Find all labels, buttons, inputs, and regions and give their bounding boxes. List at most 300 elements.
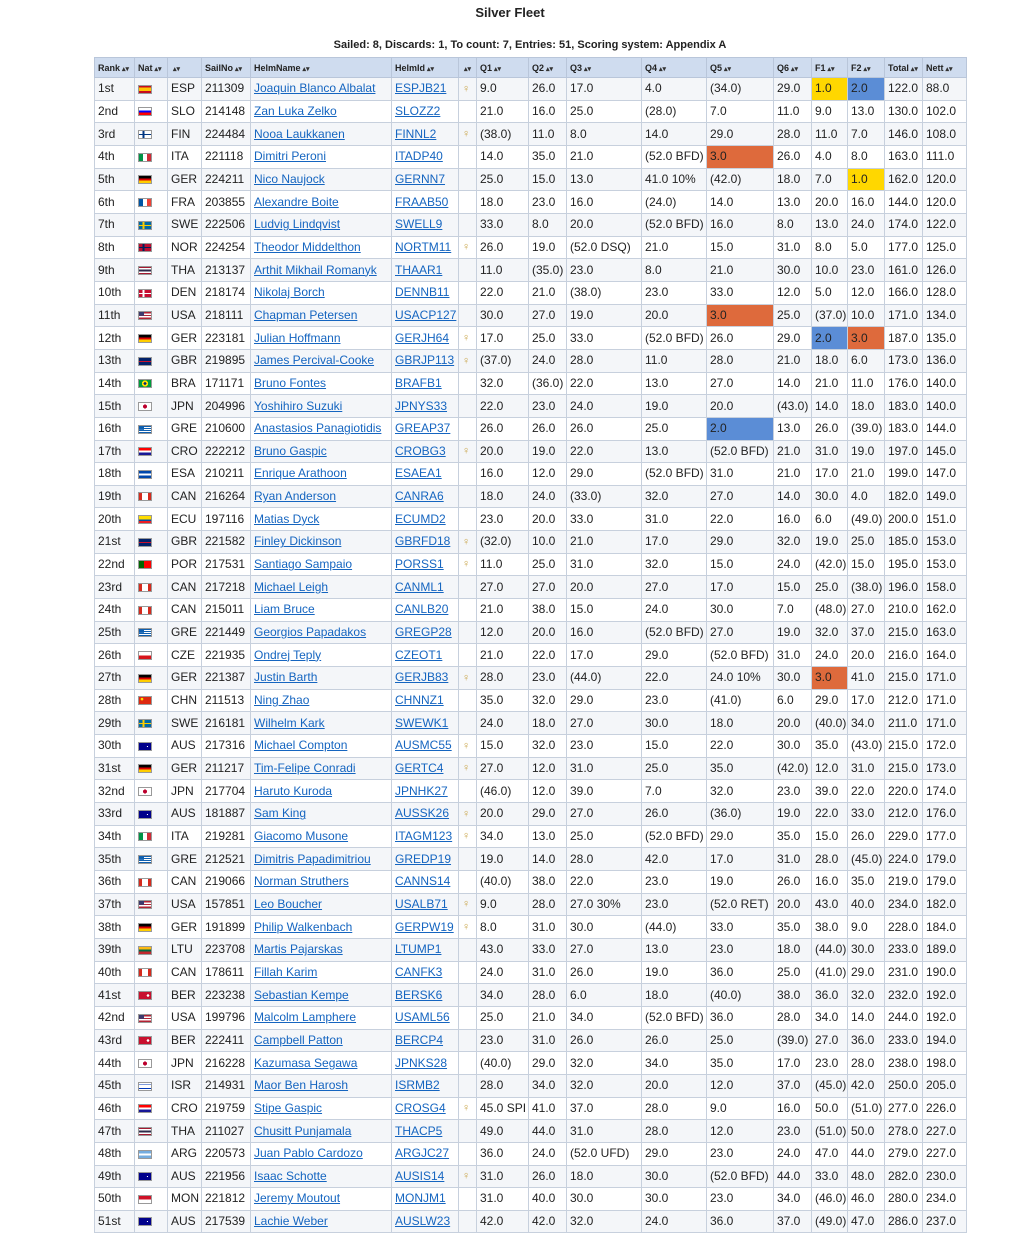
helm-id-link[interactable]: GREDP19 xyxy=(395,851,452,866)
flag-cro-icon xyxy=(138,1104,152,1113)
total-cell: 250.0 xyxy=(885,1074,923,1097)
helm-id-link[interactable]: SWELL9 xyxy=(395,217,443,232)
race-q5-cell: 27.0 xyxy=(707,485,774,508)
sort-icon[interactable]: ▴▾ xyxy=(546,65,554,73)
column-header-sailno[interactable] xyxy=(202,58,251,78)
helm-id-link[interactable]: GERPW19 xyxy=(395,919,454,934)
helm-name-link[interactable]: Joaquin Blanco Albalat xyxy=(254,81,376,96)
helm-name-link[interactable]: Sam King xyxy=(254,806,307,821)
helm-id-link[interactable]: AUSIS14 xyxy=(395,1168,445,1183)
total-cell: 146.0 xyxy=(885,123,923,146)
helm-id-link[interactable]: GBRJP113 xyxy=(395,353,455,368)
race-q5-cell: 36.0 xyxy=(707,1006,774,1029)
race-f2-cell: 22.0 xyxy=(848,780,885,803)
nett-cell: 122.0 xyxy=(923,213,967,236)
race-f2-cell: 42.0 xyxy=(848,1074,885,1097)
helm-id-link[interactable]: AUSSK26 xyxy=(395,806,450,821)
column-header-blank-6[interactable] xyxy=(459,58,477,78)
female-icon: ♀ xyxy=(462,671,471,684)
helm-id-link[interactable]: GERTC4 xyxy=(395,761,444,776)
helm-name-link[interactable]: Santiago Sampaio xyxy=(254,557,353,572)
race-q5-cell: 24.0 10% xyxy=(707,667,774,690)
helm-id-cell xyxy=(392,780,459,803)
race-q1-cell: 49.0 xyxy=(477,1120,529,1143)
race-q6-cell: 24.0 xyxy=(774,1142,812,1165)
race-f2-cell: 3.0 xyxy=(848,327,885,350)
flag-cell xyxy=(135,1006,168,1029)
helm-id-link[interactable]: ECUMD2 xyxy=(395,511,446,526)
helm-id-link[interactable]: BERCP4 xyxy=(395,1032,444,1047)
gender-cell xyxy=(459,1074,477,1097)
helm-name-cell xyxy=(251,531,392,554)
column-header-helmid[interactable] xyxy=(392,58,459,78)
race-f1-cell: 11.0 xyxy=(812,123,848,146)
gender-cell xyxy=(459,1006,477,1029)
helm-id-link[interactable]: CZEOT1 xyxy=(395,647,443,662)
sort-icon[interactable]: ▴▾ xyxy=(791,65,799,73)
helm-name-link[interactable]: Ondrej Teply xyxy=(254,647,322,662)
female-icon: ♀ xyxy=(462,331,471,344)
race-q2-cell: 21.0 xyxy=(529,281,567,304)
helm-id-link[interactable]: USACP127 xyxy=(395,307,457,322)
flag-jpn-icon xyxy=(138,402,152,411)
flag-cell xyxy=(135,916,168,939)
race-f2-cell: 30.0 xyxy=(848,938,885,961)
nation-cell: THA xyxy=(168,1120,202,1143)
table-row xyxy=(95,372,967,395)
race-f1-cell: (44.0) xyxy=(812,938,848,961)
column-header-q2[interactable] xyxy=(529,58,567,78)
sail-number-cell: 204996 xyxy=(202,395,251,418)
helm-name-link[interactable]: Arthit Mikhail Romanyk xyxy=(254,262,377,277)
race-f2-cell: 33.0 xyxy=(848,803,885,826)
column-header-label: Q6 xyxy=(777,62,790,73)
helm-id-link[interactable]: BRAFB1 xyxy=(395,375,442,390)
helm-name-link[interactable]: Nikolaj Borch xyxy=(254,285,325,300)
flag-cell xyxy=(135,395,168,418)
flag-cell xyxy=(135,893,168,916)
column-header-blank-2[interactable] xyxy=(168,58,202,78)
flag-cell xyxy=(135,938,168,961)
gender-cell xyxy=(459,1052,477,1075)
column-header-q4[interactable] xyxy=(642,58,707,78)
helm-id-link[interactable]: FINNL2 xyxy=(395,126,437,141)
helm-name-link[interactable]: Ning Zhao xyxy=(254,693,310,708)
helm-id-link[interactable]: JPNYS33 xyxy=(395,398,448,413)
rank-cell: 8th xyxy=(95,236,135,259)
helm-name-link[interactable]: Anastasios Panagiotidis xyxy=(254,421,382,436)
table-row xyxy=(95,1029,967,1052)
sort-icon[interactable]: ▴▾ xyxy=(584,65,592,73)
race-q2-cell: 29.0 xyxy=(529,803,567,826)
helm-name-link[interactable]: Giacomo Musone xyxy=(254,828,349,843)
race-q1-cell: (32.0) xyxy=(477,531,529,554)
helm-name-link[interactable]: Dimitri Peroni xyxy=(254,149,327,164)
race-f1-cell: 27.0 xyxy=(812,1029,848,1052)
flag-bra-icon xyxy=(138,379,152,388)
race-q5-cell: 27.0 xyxy=(707,372,774,395)
race-q5-cell: 19.0 xyxy=(707,870,774,893)
race-q3-cell: 13.0 xyxy=(567,168,642,191)
race-q1-cell: 18.0 xyxy=(477,191,529,214)
helm-id-link[interactable]: USALB71 xyxy=(395,896,448,911)
flag-aus-icon xyxy=(138,1217,152,1226)
sail-number-cell: 203855 xyxy=(202,191,251,214)
race-f2-cell: 27.0 xyxy=(848,599,885,622)
helm-name-link[interactable]: Michael Leigh xyxy=(254,579,329,594)
race-q2-cell: 12.0 xyxy=(529,757,567,780)
sail-number-cell: 222506 xyxy=(202,213,251,236)
sail-number-cell: 178611 xyxy=(202,961,251,984)
helm-id-link[interactable]: BERSK6 xyxy=(395,987,443,1002)
total-cell: 199.0 xyxy=(885,463,923,486)
race-q2-cell: 18.0 xyxy=(529,712,567,735)
helm-name-link[interactable]: Justin Barth xyxy=(254,670,318,685)
helm-id-cell xyxy=(392,984,459,1007)
helm-name-cell xyxy=(251,916,392,939)
sort-icon[interactable]: ▴▾ xyxy=(235,65,243,73)
helm-id-link[interactable]: CROBG3 xyxy=(395,443,446,458)
race-q3-cell: 21.0 xyxy=(567,145,642,168)
table-row xyxy=(95,757,967,780)
helm-id-link[interactable]: CANNS14 xyxy=(395,874,451,889)
helm-id-link[interactable]: PORSS1 xyxy=(395,557,444,572)
column-header-rank[interactable] xyxy=(95,58,135,78)
helm-name-link[interactable]: Maor Ben Harosh xyxy=(254,1078,349,1093)
race-q6-cell: 35.0 xyxy=(774,825,812,848)
total-cell: 234.0 xyxy=(885,893,923,916)
helm-name-link[interactable]: Matias Dyck xyxy=(254,511,320,526)
race-q6-cell: 14.0 xyxy=(774,485,812,508)
helm-id-link[interactable]: THAAR1 xyxy=(395,262,443,277)
helm-id-cell xyxy=(392,712,459,735)
nett-cell: 136.0 xyxy=(923,349,967,372)
sail-number-cell: 217316 xyxy=(202,735,251,758)
total-cell: 212.0 xyxy=(885,689,923,712)
flag-cell xyxy=(135,349,168,372)
column-header-label: Q3 xyxy=(570,62,583,73)
helm-id-cell xyxy=(392,1188,459,1211)
table-row xyxy=(95,349,967,372)
helm-id-link[interactable]: USAML56 xyxy=(395,1010,450,1025)
sort-icon[interactable]: ▴▾ xyxy=(945,65,953,73)
sail-number-cell: 220573 xyxy=(202,1142,251,1165)
helm-name-link[interactable]: Ryan Anderson xyxy=(254,489,337,504)
helm-name-link[interactable]: Sebastian Kempe xyxy=(254,987,349,1002)
race-q1-cell: 21.0 xyxy=(477,644,529,667)
race-q6-cell: 11.0 xyxy=(774,100,812,123)
sort-icon[interactable]: ▴▾ xyxy=(659,65,667,73)
helm-name-link[interactable]: Leo Boucher xyxy=(254,896,323,911)
total-cell: 174.0 xyxy=(885,213,923,236)
helm-id-link[interactable]: ESAEA1 xyxy=(395,466,442,481)
helm-id-link[interactable]: FRAAB50 xyxy=(395,194,449,209)
helm-id-link[interactable]: THACP5 xyxy=(395,1123,443,1138)
helm-name-link[interactable]: Fillah Karim xyxy=(254,964,318,979)
race-q3-cell: 33.0 xyxy=(567,327,642,350)
helm-name-cell xyxy=(251,984,392,1007)
helm-name-link[interactable]: Stipe Gaspic xyxy=(254,1100,323,1115)
flag-gre-icon xyxy=(138,855,152,864)
nation-cell: ITA xyxy=(168,145,202,168)
race-f1-cell: 13.0 xyxy=(812,213,848,236)
race-f2-cell: 36.0 xyxy=(848,1029,885,1052)
helm-id-cell xyxy=(392,100,459,123)
sort-icon[interactable]: ▴▾ xyxy=(302,65,310,73)
race-q3-cell: 29.0 xyxy=(567,463,642,486)
helm-name-cell xyxy=(251,327,392,350)
race-q2-cell: 31.0 xyxy=(529,1029,567,1052)
helm-id-link[interactable]: ITAGM123 xyxy=(395,828,453,843)
race-q4-cell: 15.0 xyxy=(642,735,707,758)
helm-id-link[interactable]: SWEWK1 xyxy=(395,715,449,730)
helm-name-link[interactable]: James Percival-Cooke xyxy=(254,353,375,368)
helm-name-link[interactable]: Michael Compton xyxy=(254,738,348,753)
race-q5-cell: (41.0) xyxy=(707,689,774,712)
sort-icon[interactable]: ▴▾ xyxy=(173,65,181,73)
total-cell: 195.0 xyxy=(885,553,923,576)
flag-cro-icon xyxy=(138,447,152,456)
helm-id-link[interactable]: ARGJC27 xyxy=(395,1146,450,1161)
flag-gre-icon xyxy=(138,425,152,434)
flag-tha-icon xyxy=(138,266,152,275)
race-q5-cell: 25.0 xyxy=(707,1029,774,1052)
race-q4-cell: 23.0 xyxy=(642,893,707,916)
helm-name-link[interactable]: Zan Luka Zelko xyxy=(254,103,337,118)
race-q5-cell: 35.0 xyxy=(707,1052,774,1075)
helm-id-link[interactable]: CROSG4 xyxy=(395,1100,446,1115)
race-q6-cell: 21.0 xyxy=(774,349,812,372)
total-cell: 162.0 xyxy=(885,168,923,191)
helm-name-cell xyxy=(251,1074,392,1097)
race-q3-cell: 6.0 xyxy=(567,984,642,1007)
race-q5-cell: (42.0) xyxy=(707,168,774,191)
race-q1-cell: 30.0 xyxy=(477,304,529,327)
helm-id-link[interactable]: GERJH64 xyxy=(395,330,450,345)
helm-name-link[interactable]: Finley Dickinson xyxy=(254,534,342,549)
helm-name-cell xyxy=(251,304,392,327)
race-q5-cell: (34.0) xyxy=(707,78,774,101)
column-header-total[interactable] xyxy=(885,58,923,78)
nett-cell: 140.0 xyxy=(923,372,967,395)
helm-name-cell xyxy=(251,1052,392,1075)
female-icon: ♀ xyxy=(462,920,471,933)
sort-icon[interactable]: ▴▾ xyxy=(427,65,435,73)
column-header-label: SailNo xyxy=(205,62,234,73)
helm-name-link[interactable]: Nooa Laukkanen xyxy=(254,126,345,141)
flag-mon-icon xyxy=(138,1195,152,1204)
race-q4-cell: 29.0 xyxy=(642,1142,707,1165)
helm-id-link[interactable]: GREGP28 xyxy=(395,625,452,640)
race-q4-cell: 11.0 xyxy=(642,349,707,372)
race-q4-cell: 26.0 xyxy=(642,803,707,826)
sort-icon[interactable]: ▴▾ xyxy=(464,65,472,73)
helm-name-link[interactable]: Malcolm Lamphere xyxy=(254,1010,357,1025)
helm-name-link[interactable]: Martis Pajarskas xyxy=(254,942,343,957)
nett-cell: 190.0 xyxy=(923,961,967,984)
helm-id-link[interactable]: GERJB83 xyxy=(395,670,449,685)
race-f2-cell: 47.0 xyxy=(848,1210,885,1233)
nation-cell: CAN xyxy=(168,870,202,893)
helm-name-cell xyxy=(251,259,392,282)
race-f2-cell: 40.0 xyxy=(848,893,885,916)
helm-name-link[interactable]: Wilhelm Kark xyxy=(254,715,325,730)
helm-name-link[interactable]: Bruno Gaspic xyxy=(254,443,327,458)
column-header-q6[interactable] xyxy=(774,58,812,78)
race-q2-cell: 11.0 xyxy=(529,123,567,146)
nation-cell: CRO xyxy=(168,1097,202,1120)
race-q4-cell: 23.0 xyxy=(642,689,707,712)
table-row xyxy=(95,531,967,554)
race-q6-cell: 28.0 xyxy=(774,1006,812,1029)
race-q4-cell: 34.0 xyxy=(642,1052,707,1075)
sail-number-cell: 216228 xyxy=(202,1052,251,1075)
helm-name-link[interactable]: Dimitris Papadimitriou xyxy=(254,851,371,866)
race-q5-cell: 15.0 xyxy=(707,236,774,259)
flag-cell xyxy=(135,508,168,531)
helm-id-cell xyxy=(392,916,459,939)
race-q6-cell: 19.0 xyxy=(774,803,812,826)
helm-name-link[interactable]: Enrique Arathoon xyxy=(254,466,347,481)
sail-number-cell: 211309 xyxy=(202,78,251,101)
helm-name-link[interactable]: Liam Bruce xyxy=(254,602,315,617)
helm-id-link[interactable]: SLOZZ2 xyxy=(395,103,441,118)
helm-id-link[interactable]: AUSLW23 xyxy=(395,1214,451,1229)
column-header-f2[interactable] xyxy=(848,58,885,78)
race-q2-cell: 26.0 xyxy=(529,417,567,440)
helm-name-link[interactable]: Chusitt Punjamala xyxy=(254,1123,352,1138)
sort-icon[interactable]: ▴▾ xyxy=(863,65,871,73)
race-q4-cell: 13.0 xyxy=(642,938,707,961)
column-header-q3[interactable] xyxy=(567,58,642,78)
helm-name-link[interactable]: Jeremy Moutout xyxy=(254,1191,341,1206)
sort-icon[interactable]: ▴▾ xyxy=(494,65,502,73)
helm-id-link[interactable]: GBRFD18 xyxy=(395,534,451,549)
fleet-summary: Sailed: 8, Discards: 1, To count: 7, Entries: 51, Scoring system: Appendix A xyxy=(333,39,727,51)
helm-name-cell xyxy=(251,961,392,984)
helm-id-link[interactable]: DENNB11 xyxy=(395,285,450,300)
helm-name-link[interactable]: Isaac Schotte xyxy=(254,1168,327,1183)
helm-id-link[interactable]: MONJM1 xyxy=(395,1191,446,1206)
helm-id-link[interactable]: CANRA6 xyxy=(395,489,444,504)
helm-name-link[interactable]: Haruto Kuroda xyxy=(254,783,333,798)
helm-id-link[interactable]: ESPJB21 xyxy=(395,81,447,96)
nation-cell: AUS xyxy=(168,1210,202,1233)
nett-cell: 184.0 xyxy=(923,916,967,939)
helm-id-link[interactable]: JPNKS28 xyxy=(395,1055,448,1070)
helm-id-cell xyxy=(392,349,459,372)
column-header-q5[interactable] xyxy=(707,58,774,78)
gender-cell xyxy=(459,1188,477,1211)
helm-name-link[interactable]: Chapman Petersen xyxy=(254,307,358,322)
helm-id-cell xyxy=(392,417,459,440)
helm-name-link[interactable]: Philip Walkenbach xyxy=(254,919,353,934)
helm-id-link[interactable]: LTUMP1 xyxy=(395,942,442,957)
helm-name-link[interactable]: Tim-Felipe Conradi xyxy=(254,761,356,776)
table-row xyxy=(95,168,967,191)
helm-id-link[interactable]: JPNHK27 xyxy=(395,783,448,798)
race-q1-cell: 20.0 xyxy=(477,803,529,826)
race-q6-cell: 23.0 xyxy=(774,780,812,803)
race-q4-cell: (28.0) xyxy=(642,100,707,123)
helm-name-cell xyxy=(251,1142,392,1165)
helm-id-link[interactable]: AUSMC55 xyxy=(395,738,452,753)
helm-id-link[interactable]: CANML1 xyxy=(395,579,444,594)
sort-icon[interactable]: ▴▾ xyxy=(827,65,835,73)
helm-name-link[interactable]: Alexandre Boite xyxy=(254,194,339,209)
race-q2-cell: 29.0 xyxy=(529,1052,567,1075)
race-q6-cell: 7.0 xyxy=(774,599,812,622)
race-q4-cell: 14.0 xyxy=(642,123,707,146)
race-q1-cell: 31.0 xyxy=(477,1188,529,1211)
helm-id-link[interactable]: GREAP37 xyxy=(395,421,451,436)
column-header-label: Q1 xyxy=(480,62,493,73)
helm-id-link[interactable]: ITADP40 xyxy=(395,149,443,164)
table-row xyxy=(95,304,967,327)
helm-id-link[interactable]: NORTM11 xyxy=(395,239,452,254)
column-header-nat[interactable] xyxy=(135,58,168,78)
nation-cell: JPN xyxy=(168,395,202,418)
column-header-q1[interactable] xyxy=(477,58,529,78)
helm-name-link[interactable]: Kazumasa Segawa xyxy=(254,1055,358,1070)
helm-name-link[interactable]: Theodor Middelthon xyxy=(254,239,361,254)
helm-name-link[interactable]: Juan Pablo Cardozo xyxy=(254,1146,363,1161)
column-header-helmname[interactable] xyxy=(251,58,392,78)
helm-name-link[interactable]: Julian Hoffmann xyxy=(254,330,341,345)
helm-name-link[interactable]: Georgios Papadakos xyxy=(254,625,367,640)
helm-name-link[interactable]: Nico Naujock xyxy=(254,171,325,186)
race-q2-cell: 20.0 xyxy=(529,621,567,644)
race-q4-cell: (52.0 BFD) xyxy=(642,327,707,350)
helm-id-link[interactable]: CANFK3 xyxy=(395,964,443,979)
helm-id-link[interactable]: GERNN7 xyxy=(395,171,446,186)
sort-icon[interactable]: ▴▾ xyxy=(122,65,130,73)
helm-id-link[interactable]: CHNNZ1 xyxy=(395,693,444,708)
sort-icon[interactable]: ▴▾ xyxy=(724,65,732,73)
flag-ger-icon xyxy=(138,674,152,683)
helm-name-link[interactable]: Bruno Fontes xyxy=(254,375,327,390)
sort-icon[interactable]: ▴▾ xyxy=(910,65,918,73)
gender-cell xyxy=(459,667,477,690)
helm-id-link[interactable]: ISRMB2 xyxy=(395,1078,440,1093)
flag-cell xyxy=(135,712,168,735)
flag-cell xyxy=(135,1210,168,1233)
helm-name-link[interactable]: Lachie Weber xyxy=(254,1214,328,1229)
sort-icon[interactable]: ▴▾ xyxy=(154,65,162,73)
flag-can-icon xyxy=(138,606,152,615)
gender-cell xyxy=(459,553,477,576)
flag-cell xyxy=(135,304,168,327)
helm-id-link[interactable]: CANLB20 xyxy=(395,602,449,617)
flag-cell xyxy=(135,599,168,622)
column-header-nett[interactable] xyxy=(923,58,967,78)
helm-name-link[interactable]: Ludvig Lindqvist xyxy=(254,217,341,232)
nett-cell: 192.0 xyxy=(923,1006,967,1029)
sail-number-cell: 224211 xyxy=(202,168,251,191)
sail-number-cell: 157851 xyxy=(202,893,251,916)
helm-name-link[interactable]: Campbell Patton xyxy=(254,1032,343,1047)
flag-esa-icon xyxy=(138,470,152,479)
race-q5-cell: 28.0 xyxy=(707,349,774,372)
race-q4-cell: 24.0 xyxy=(642,1210,707,1233)
race-q3-cell: 30.0 xyxy=(567,1188,642,1211)
column-header-f1[interactable] xyxy=(812,58,848,78)
helm-name-link[interactable]: Yoshihiro Suzuki xyxy=(254,398,343,413)
helm-name-link[interactable]: Norman Struthers xyxy=(254,874,349,889)
sail-number-cell: 216181 xyxy=(202,712,251,735)
flag-usa-icon xyxy=(138,900,152,909)
helm-name-cell xyxy=(251,440,392,463)
